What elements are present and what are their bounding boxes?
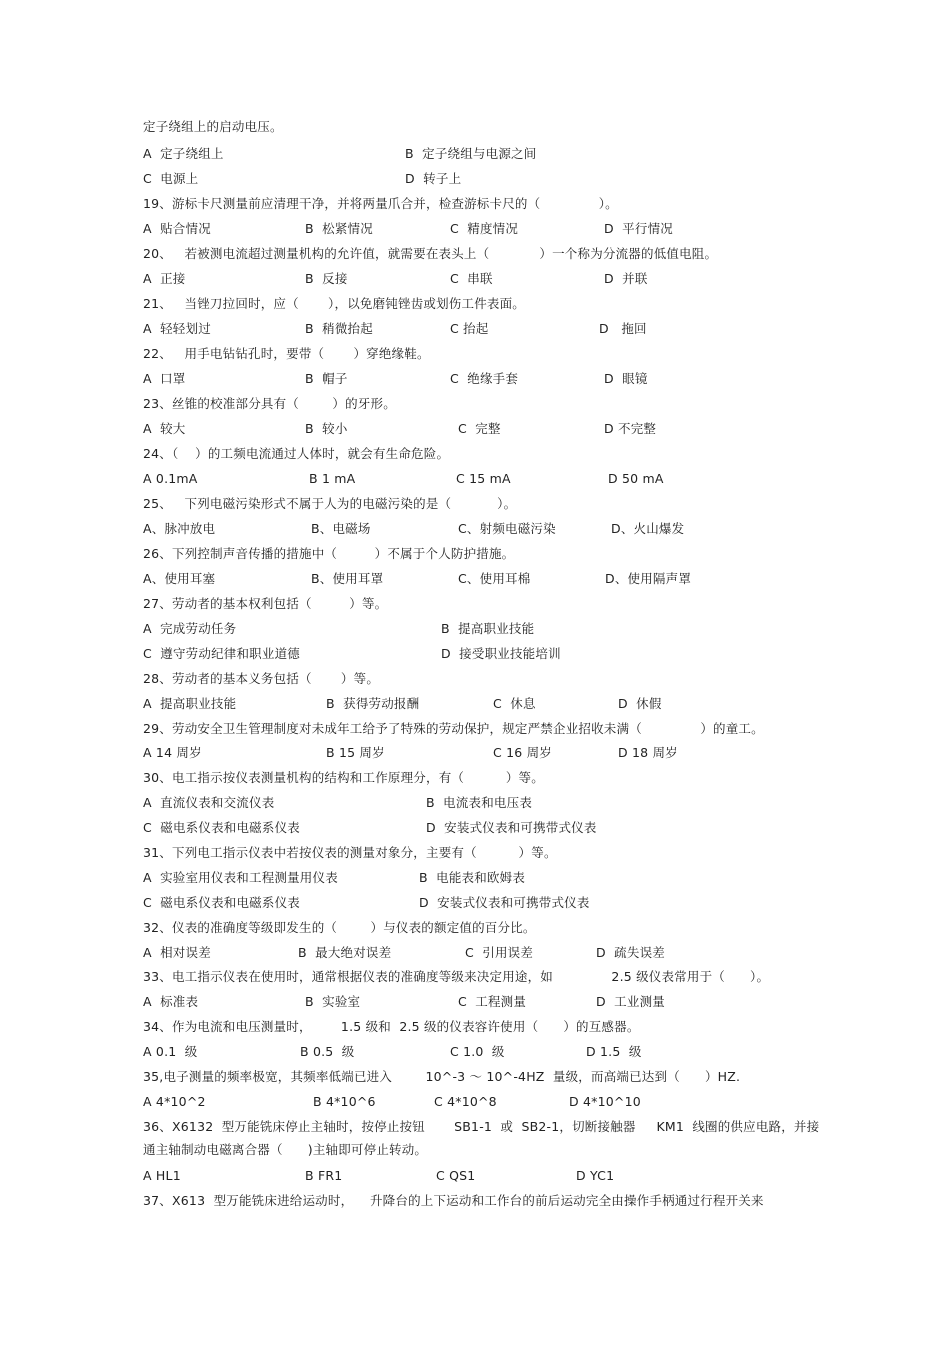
option-c: C 引用误差 xyxy=(465,945,534,960)
option-d: D 休假 xyxy=(618,696,662,711)
question-29: 29、劳动安全卫生管理制度对未成年工给予了特殊的劳动保护，规定严禁企业招收未满（ ）的童工。 xyxy=(143,721,764,736)
q34-options xyxy=(143,1041,642,1063)
q36-options xyxy=(143,1165,615,1187)
option-a: A 14 周岁 xyxy=(143,745,202,760)
option-a: A 标准表 xyxy=(143,994,199,1009)
option-b: B 松紧情况 xyxy=(305,221,373,236)
q18-options-row-2 xyxy=(143,168,462,190)
option-a: A 提高职业技能 xyxy=(143,696,237,711)
q28-options xyxy=(143,693,662,715)
option-d: D 安装式仪表和可携带式仪表 xyxy=(426,820,597,835)
option-c: C 串联 xyxy=(450,271,493,286)
q27-options-row-2 xyxy=(143,643,561,665)
q29-options xyxy=(143,742,678,764)
option-c: C QS1 xyxy=(436,1168,476,1183)
q24-options xyxy=(143,468,664,490)
option-b: B、使用耳罩 xyxy=(311,571,384,586)
question-34: 34、作为电流和电压测量时， 1.5 级和 2.5 级的仪表容许使用（ ）的互感器。 xyxy=(143,1019,640,1034)
option-d: D 18 周岁 xyxy=(618,745,678,760)
option-a: A 口罩 xyxy=(143,371,186,386)
option-c: C 磁电系仪表和电磁系仪表 xyxy=(143,820,300,835)
option-d: D 工业测量 xyxy=(596,994,665,1009)
question-21: 21、 当锉刀拉回时，应（ ），以免磨钝锉齿或划伤工件表面。 xyxy=(143,296,525,311)
question-33: 33、电工指示仪表在使用时，通常根据仪表的准确度等级来决定用途，如 2.5 级仪表常用于（ ）。 xyxy=(143,969,770,984)
q33-options xyxy=(143,991,665,1013)
option-d: D 50 mA xyxy=(608,471,664,486)
question-28: 28、劳动者的基本义务包括（ ）等。 xyxy=(143,671,380,686)
option-a: A、使用耳塞 xyxy=(143,571,216,586)
option-b: B 15 周岁 xyxy=(326,745,385,760)
option-b: B 获得劳动报酬 xyxy=(326,696,420,711)
option-d: D 转子上 xyxy=(405,171,462,186)
option-c: C 精度情况 xyxy=(450,221,519,236)
option-d: D、使用隔声罩 xyxy=(605,571,692,586)
option-c: C 4*10^8 xyxy=(434,1094,497,1109)
option-a: A 相对误差 xyxy=(143,945,211,960)
question-36-continuation: 通主轴制动电磁离合器（ )主轴即可停止转动。 xyxy=(143,1142,428,1157)
option-c: C 15 mA xyxy=(456,471,511,486)
option-d: D 疏失误差 xyxy=(596,945,665,960)
q22-options xyxy=(143,368,648,390)
q21-options xyxy=(143,318,647,340)
question-30: 30、电工指示按仪表测量机构的结构和工作原理分，有（ ）等。 xyxy=(143,770,544,785)
q30-options-row-2 xyxy=(143,817,597,839)
option-a: A、脉冲放电 xyxy=(143,521,216,536)
q35-options xyxy=(143,1091,641,1113)
q31-options-row-2 xyxy=(143,892,590,914)
option-a: A 4*10^2 xyxy=(143,1094,206,1109)
option-b: B 较小 xyxy=(305,421,348,436)
q32-options xyxy=(143,942,665,964)
option-c: C 绝缘手套 xyxy=(450,371,519,386)
option-b: B 0.5 级 xyxy=(300,1044,355,1059)
question-22: 22、 用手电钻钻孔时，要带（ ）穿绝缘鞋。 xyxy=(143,346,430,361)
option-d: D 平行情况 xyxy=(604,221,673,236)
question-19: 19、游标卡尺测量前应清理干净，并将两量爪合并，检查游标卡尺的（ ）。 xyxy=(143,196,618,211)
option-a: A 轻轻划过 xyxy=(143,321,211,336)
q31-options-row-1 xyxy=(143,867,526,889)
question-25: 25、 下列电磁污染形式不属于人为的电磁污染的是（ ）。 xyxy=(143,496,517,511)
option-d: D 安装式仪表和可携带式仪表 xyxy=(419,895,590,910)
question-36: 36、X6132 型万能铣床停止主轴时，按停止按钮 SB1-1 或 SB2-1，切断接触器 KM1 线圈的供应电路，并接 xyxy=(143,1119,820,1134)
option-c: C 1.0 级 xyxy=(450,1044,505,1059)
option-b: B 实验室 xyxy=(305,994,361,1009)
option-c: C 工程测量 xyxy=(458,994,527,1009)
question-24: 24、（ ）的工频电流通过人体时，就会有生命危险。 xyxy=(143,446,450,461)
q23-options xyxy=(143,418,657,440)
option-b: B 反接 xyxy=(305,271,348,286)
question-27: 27、劳动者的基本权利包括（ ）等。 xyxy=(143,596,388,611)
question-18-continuation: 定子绕组上的启动电压。 xyxy=(143,119,283,134)
option-a: A 较大 xyxy=(143,421,186,436)
option-d: D 不完整 xyxy=(604,421,657,436)
option-c: C 休息 xyxy=(493,696,536,711)
option-a: A 0.1mA xyxy=(143,471,198,486)
q25-options xyxy=(143,518,685,540)
question-20: 20、 若被测电流超过测量机构的允许值，就需要在表头上（ ）一个称为分流器的低值电阻。 xyxy=(143,246,718,261)
option-c: C 完整 xyxy=(458,421,501,436)
q27-options-row-1 xyxy=(143,618,535,640)
option-b: B 电能表和欧姆表 xyxy=(419,870,526,885)
option-b: B 电流表和电压表 xyxy=(426,795,533,810)
option-a: A 正接 xyxy=(143,271,186,286)
option-b: B 1 mA xyxy=(309,471,356,486)
option-c: C 磁电系仪表和电磁系仪表 xyxy=(143,895,300,910)
option-c: C 遵守劳动纪律和职业道德 xyxy=(143,646,300,661)
option-d: D 并联 xyxy=(604,271,648,286)
option-b: B 帽子 xyxy=(305,371,348,386)
option-a: A 定子绕组上 xyxy=(143,146,224,161)
option-a: A HL1 xyxy=(143,1168,181,1183)
option-d: D YC1 xyxy=(576,1168,615,1183)
option-a: A 贴合情况 xyxy=(143,221,211,236)
option-b: B、电磁场 xyxy=(311,521,371,536)
option-a: A 完成劳动任务 xyxy=(143,621,237,636)
question-37: 37、X613 型万能铣床进给运动时， 升降台的上下运动和工作台的前后运动完全由操作手柄通过行程开关来 xyxy=(143,1193,764,1208)
option-b: B FR1 xyxy=(305,1168,343,1183)
option-b: B 最大绝对误差 xyxy=(298,945,392,960)
option-d: D 拖回 xyxy=(599,321,647,336)
option-b: B 4*10^6 xyxy=(313,1094,376,1109)
option-d: D 4*10^10 xyxy=(569,1094,641,1109)
option-c: C 电源上 xyxy=(143,171,199,186)
option-a: A 0.1 级 xyxy=(143,1044,198,1059)
q18-options-row-1 xyxy=(143,143,537,165)
q26-options xyxy=(143,568,692,590)
option-b: B 定子绕组与电源之间 xyxy=(405,146,537,161)
question-32: 32、仪表的准确度等级即发生的（ ）与仪表的额定值的百分比。 xyxy=(143,920,536,935)
option-d: D 接受职业技能培训 xyxy=(441,646,561,661)
question-26: 26、下列控制声音传播的措施中（ ）不属于个人防护措施。 xyxy=(143,546,515,561)
option-c: C、使用耳棉 xyxy=(458,571,531,586)
q20-options xyxy=(143,268,648,290)
option-c: C 抬起 xyxy=(450,321,489,336)
question-35: 35,电子测量的频率极宽，其频率低端已进入 10^-3 ～ 10^-4HZ 量级，而高端已达到（ ）HZ. xyxy=(143,1069,741,1084)
option-a: A 直流仪表和交流仪表 xyxy=(143,795,275,810)
question-31: 31、下列电工指示仪表中若按仪表的测量对象分，主要有（ ）等。 xyxy=(143,845,557,860)
q30-options-row-1 xyxy=(143,792,533,814)
q19-options xyxy=(143,218,673,240)
option-c: C、射频电磁污染 xyxy=(458,521,556,536)
option-b: B 稍微抬起 xyxy=(305,321,373,336)
option-c: C 16 周岁 xyxy=(493,745,552,760)
option-a: A 实验室用仪表和工程测量用仪表 xyxy=(143,870,338,885)
option-d: D 眼镜 xyxy=(604,371,648,386)
question-23: 23、丝锥的校准部分具有（ ）的牙形。 xyxy=(143,396,396,411)
option-d: D、火山爆发 xyxy=(611,521,685,536)
option-d: D 1.5 级 xyxy=(586,1044,642,1059)
option-b: B 提高职业技能 xyxy=(441,621,535,636)
